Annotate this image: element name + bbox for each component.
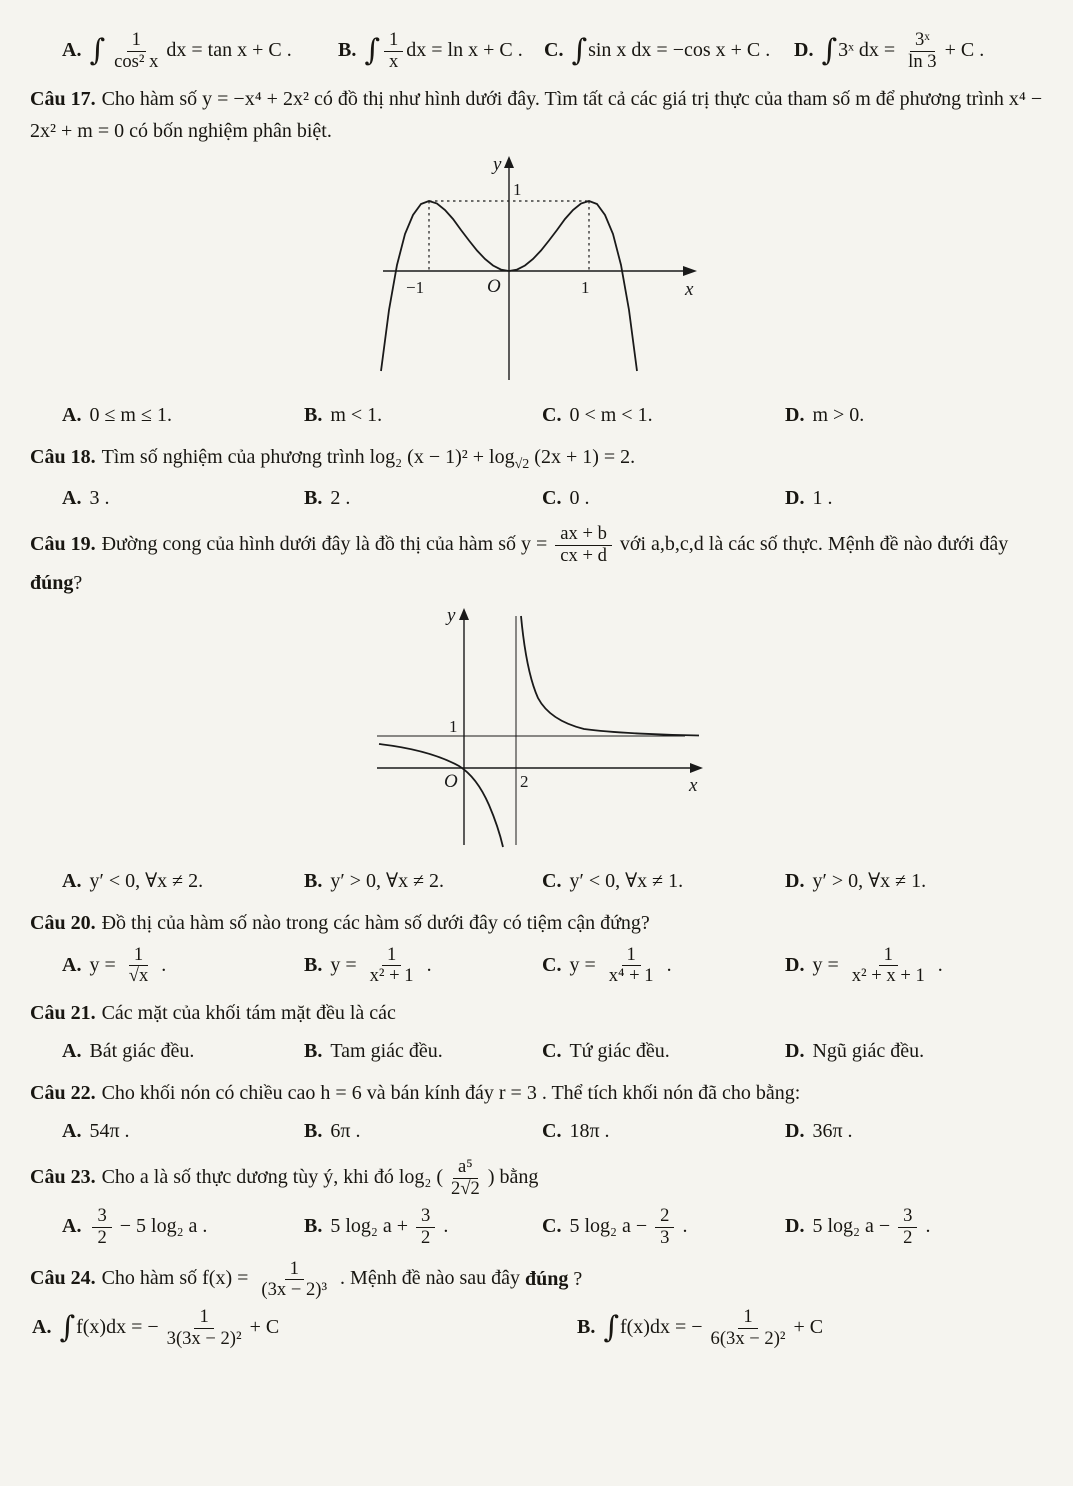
y-axis-arrow-icon (504, 156, 514, 168)
option-label: B. (577, 1316, 596, 1339)
question-text: Đường cong của hình dưới đây là đồ thị của hàm số y = $\frac{ax + b}{cx + d}$ với a,b,c,d là các số thực. Mệnh đề nào đưới đây (101, 523, 1009, 566)
option-text: ∫f(x)dx = − $\frac{1}{\text{3(3x − 2)²}}$ + C (59, 1306, 280, 1349)
option-text: 18π . (569, 1120, 610, 1143)
option-text: y = $\frac{1}{√x}$ . (89, 943, 167, 987)
question-text: Cho hàm số y = −x⁴ + 2x² có đồ thị như hình dưới đây. Tìm tất cả các giá trị thực của tham số m để phương trình x⁴ − 2x² + m = 0 có bốn nghiệm phân biệt. (30, 87, 1043, 142)
x-axis-arrow-icon (683, 266, 697, 276)
curve-left-branch (379, 744, 503, 847)
option-d (785, 1115, 1047, 1147)
option-text: 0 ≤ m ≤ 1. (89, 403, 172, 426)
option-a (62, 865, 304, 897)
origin-label: O (443, 770, 458, 792)
option-text: $\frac{3}{2}$ − 5 log₂ a . (89, 1215, 207, 1237)
quartic-graph (359, 151, 719, 383)
exam-page (30, 30, 1047, 1350)
option-text: 6π . (330, 1120, 361, 1143)
question-18 (30, 441, 1047, 476)
question-17 (30, 83, 1047, 147)
option-text: 3 . (89, 487, 110, 510)
option-b (304, 1115, 542, 1147)
option-label: D. (785, 487, 805, 510)
option-label: C. (542, 403, 562, 426)
option-label: A. (62, 1120, 82, 1143)
question-21-options (30, 1035, 1047, 1067)
hyperbola-graph (369, 603, 709, 849)
option-label: B. (304, 1120, 323, 1143)
question-17-options (30, 399, 1047, 431)
option-label: C. (542, 1120, 562, 1143)
option-label: C. (542, 953, 562, 976)
y-tick-1: 1 (448, 716, 457, 736)
option-label: B. (338, 38, 357, 61)
question-text-bold: đúng (525, 1267, 569, 1290)
option-b (304, 865, 542, 897)
option-text: m < 1. (330, 403, 383, 426)
x-tick-neg1: −1 (405, 277, 424, 297)
option-b (304, 945, 542, 988)
question-text-bold: đúng (30, 571, 74, 594)
option-label: D. (785, 1214, 805, 1237)
option-text: Tứ giác đều. (569, 1040, 670, 1063)
quartic-graph-figure (30, 151, 1047, 393)
option-text: 54π . (89, 1120, 130, 1143)
option-label: A. (62, 953, 82, 976)
question-text: Cho a là số thực dương tùy ý, khi đó log₂ ( $\frac{\text{a⁵}}{2√2}$ ) bằng (101, 1156, 539, 1200)
option-label: A. (62, 38, 82, 61)
option-label: C. (542, 869, 562, 892)
x-tick-1: 1 (580, 277, 589, 297)
option-text: Bát giác đều. (89, 1040, 195, 1063)
option-label: A. (62, 1214, 82, 1237)
question-label: Câu 17. (30, 87, 96, 110)
option-a (62, 482, 304, 514)
question-text: Các mặt của khối tám mặt đều là các (101, 1002, 396, 1025)
option-text: y = $\frac{1}{\text{x² + 1}}$ . (330, 943, 432, 987)
y-axis-arrow-icon (459, 608, 469, 620)
option-a (62, 945, 304, 988)
option-text: 5 log₂ a + $\frac{3}{2}$ . (330, 1204, 449, 1248)
option-b (304, 482, 542, 514)
question-label: Câu 18. (30, 445, 96, 468)
question-19-options (30, 865, 1047, 897)
question-19 (30, 524, 1047, 599)
option-text: ∫ $\frac{1}{\text{cos² x}}$ dx = tan x + C . (89, 29, 292, 72)
question-23-options (30, 1206, 1047, 1249)
option-a (62, 399, 304, 431)
question-text: Đồ thị của hàm số nào trong các hàm số dưới đây có tiệm cận đứng? (101, 911, 650, 934)
question-text: Tìm số nghiệm của phương trình log₂ $(x - 1)^2 + \log_{√2} (2x + 1) = 2$. (101, 445, 636, 472)
option-text: 5 log₂ a − $\frac{2}{3}$ . (569, 1204, 688, 1248)
option-label: A. (62, 403, 82, 426)
option-a (62, 1115, 304, 1147)
option-d (785, 945, 1047, 988)
question-label: Câu 24. (30, 1267, 96, 1290)
option-label: C. (542, 1040, 562, 1063)
option-text: 2 . (330, 487, 351, 510)
question-label: Câu 19. (30, 532, 96, 555)
option-text: Ngũ giác đều. (812, 1040, 925, 1063)
option-label: D. (785, 403, 805, 426)
option-label: C. (542, 487, 562, 510)
question-24-options (30, 1307, 1047, 1350)
option-label: B. (304, 487, 323, 510)
option-text: 36π . (812, 1120, 853, 1143)
origin-label: O (486, 275, 501, 297)
option-text: y′ > 0, ∀x ≠ 2. (330, 869, 445, 892)
option-label: A. (32, 1316, 52, 1339)
question-text: Cho hàm số f(x) = $\frac{1}{\text{(3x − 2)³}}$ . Mệnh đề nào sau đây (101, 1257, 525, 1301)
y-axis-label: y (492, 153, 501, 175)
option-b (338, 30, 544, 73)
option-b (304, 1035, 542, 1067)
option-text: 5 log₂ a − $\frac{3}{2}$ . (812, 1204, 931, 1248)
option-text: ∫3ˣ dx = $\frac{\text{3ˣ}}{\ln 3}$ + C . (821, 29, 985, 72)
option-label: B. (304, 1040, 323, 1063)
question-22 (30, 1077, 1047, 1109)
option-label: A. (62, 869, 82, 892)
option-c (542, 399, 785, 431)
question-label: Câu 22. (30, 1082, 96, 1105)
option-c (542, 482, 785, 514)
option-label: B. (304, 953, 323, 976)
question-18-options (30, 482, 1047, 514)
option-text: y = $\frac{1}{\text{x⁴ + 1}}$ . (569, 943, 672, 987)
option-text: y′ < 0, ∀x ≠ 2. (89, 869, 204, 892)
option-text: ∫sin x dx = −cos x + C . (571, 32, 771, 68)
question-text-tail: ? (73, 571, 83, 594)
question-20 (30, 907, 1047, 939)
option-text: y′ > 0, ∀x ≠ 1. (812, 869, 927, 892)
question-label: Câu 20. (30, 911, 96, 934)
option-text: ∫ $\frac{1}{x}$ dx = ln x + C . (364, 29, 523, 72)
option-label: A. (62, 487, 82, 510)
option-label: C. (544, 38, 564, 61)
option-text: m > 0. (812, 403, 865, 426)
option-text: ∫f(x)dx = − $\frac{1}{\text{6(3x − 2)²}}$ + C (603, 1306, 824, 1349)
option-text: 1 . (812, 487, 833, 510)
x-axis-label: x (684, 278, 693, 300)
curve-right-branch (521, 616, 699, 736)
option-d (785, 865, 1047, 897)
question-label: Câu 21. (30, 1002, 96, 1025)
option-d (794, 30, 1047, 73)
option-b (304, 399, 542, 431)
option-a (62, 1035, 304, 1067)
x-tick-2: 2 (519, 771, 528, 791)
question-16-options (30, 30, 1047, 73)
question-label: Câu 23. (30, 1166, 96, 1189)
question-text: Cho khối nón có chiều cao h = 6 và bán kính đáy r = 3 . Thể tích khối nón đã cho bằng: (101, 1082, 801, 1105)
x-axis-label: x (688, 774, 697, 796)
option-text: y = $\frac{1}{\text{x² + x + 1}}$ . (812, 943, 943, 987)
question-22-options (30, 1115, 1047, 1147)
option-label: B. (304, 403, 323, 426)
option-c (542, 945, 785, 988)
option-d (785, 1035, 1047, 1067)
option-label: D. (785, 1120, 805, 1143)
option-text: 0 . (569, 487, 590, 510)
y-tick-1: 1 (512, 179, 521, 199)
option-a (62, 1206, 304, 1249)
option-d (785, 482, 1047, 514)
question-24 (30, 1259, 1047, 1302)
option-a (32, 1307, 577, 1350)
option-c (542, 1206, 785, 1249)
x-axis-arrow-icon (690, 763, 703, 773)
option-label: A. (62, 1040, 82, 1063)
option-text: 0 < m < 1. (569, 403, 653, 426)
option-d (785, 399, 1047, 431)
option-text: Tam giác đều. (330, 1040, 443, 1063)
question-23 (30, 1157, 1047, 1200)
option-b (304, 1206, 542, 1249)
option-label: D. (785, 869, 805, 892)
option-label: D. (785, 953, 805, 976)
option-b (577, 1307, 1047, 1350)
option-label: D. (794, 38, 814, 61)
y-axis-label: y (446, 604, 455, 626)
option-label: D. (785, 1040, 805, 1063)
option-label: B. (304, 1214, 323, 1237)
hyperbola-graph-figure (30, 603, 1047, 859)
question-21 (30, 997, 1047, 1029)
option-a (62, 30, 338, 73)
option-label: B. (304, 869, 323, 892)
option-c (544, 34, 794, 66)
option-c (542, 865, 785, 897)
question-text-tail: ? (568, 1267, 583, 1290)
option-c (542, 1035, 785, 1067)
option-d (785, 1206, 1047, 1249)
question-20-options (30, 945, 1047, 988)
option-text: y′ < 0, ∀x ≠ 1. (569, 869, 684, 892)
option-c (542, 1115, 785, 1147)
option-label: C. (542, 1214, 562, 1237)
